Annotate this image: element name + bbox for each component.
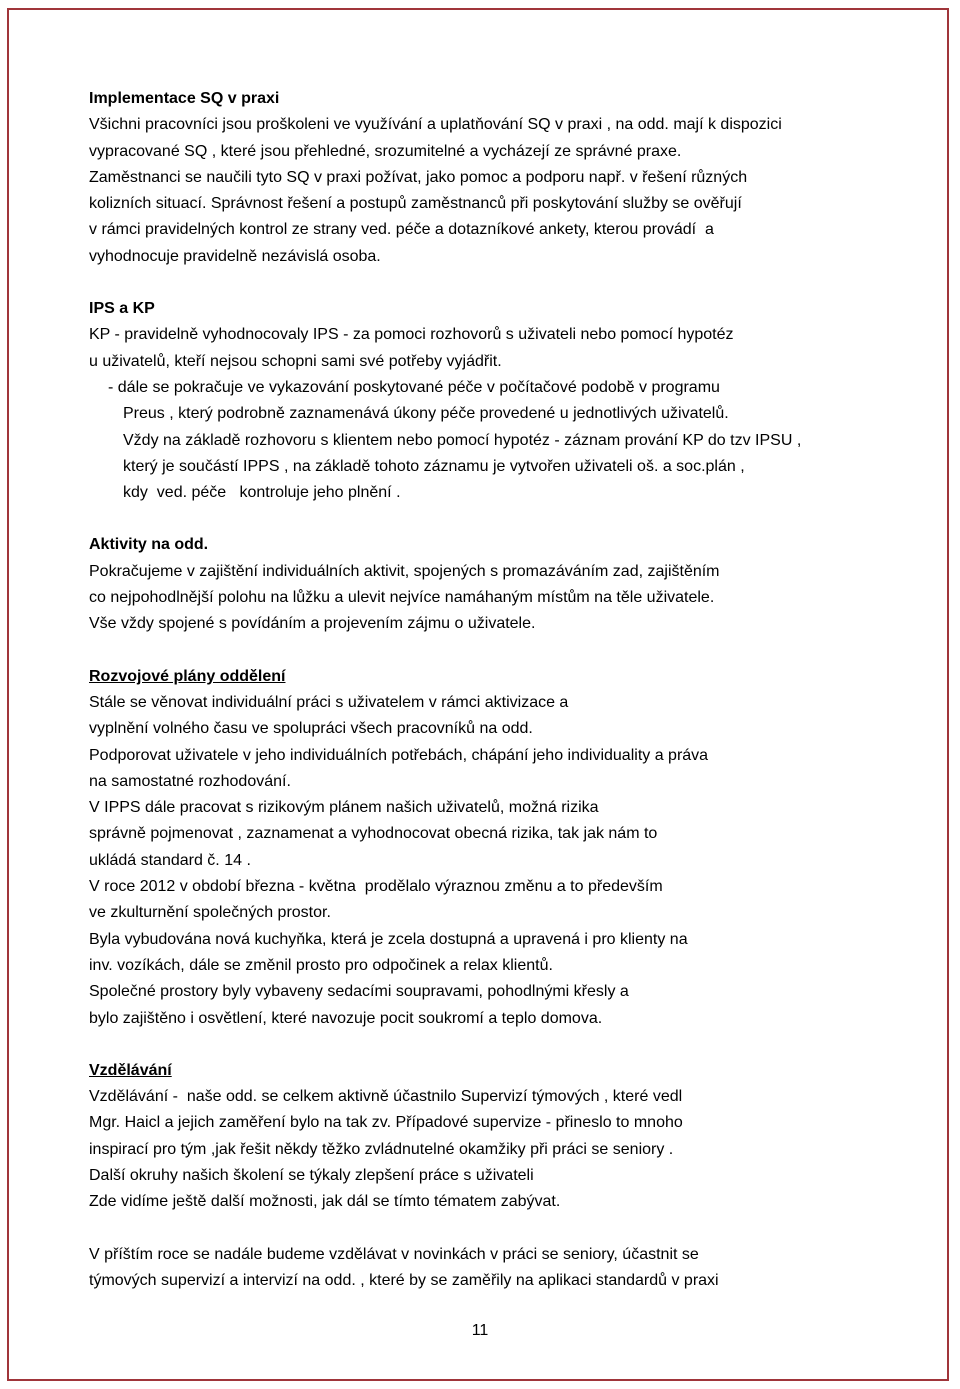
text-line: na samostatné rozhodování. [89,772,291,790]
document-body [89,86,879,1294]
text-line: ve zkulturnění společných prostor. [89,904,331,922]
text-line: který je součástí IPPS , na základě tohoto záznamu je vytvořen uživateli oš. a soc.plán , [123,457,745,475]
text-line: Preus , který podrobně zaznamenává úkony péče provedené u jednotlivých uživatelů. [123,405,729,423]
text-line: vyhodnocuje pravidelně nezávislá osoba. [89,247,381,265]
text-line: Stále se věnovat individuální práci s uživatelem v rámci aktivizace a [89,693,569,711]
text-line: Další okruhy našich školení se týkaly zlepšení práce s uživateli [89,1166,534,1184]
text-line: ukládá standard č. 14 . [89,851,251,869]
page-number: 11 [471,1322,489,1339]
paragraph-closing [89,1242,879,1295]
paragraph-implementace-sq [89,112,879,270]
text-line: v rámci pravidelných kontrol ze strany ved. péče a dotazníkové ankety, kterou provádí a [89,221,714,239]
text-line: Zde vidíme ještě další možnosti, jak dál se tímto tématem zabývat. [89,1193,561,1211]
text-line: vyplnění volného času ve spolupráci všech pracovníků na odd. [89,720,533,738]
text-line: Pokračujeme v zajištění individuálních aktivit, spojených s promazáváním zad, zajištěním [89,562,720,580]
paragraph-rozvojove-plany [89,690,879,1032]
text-line: Zaměstnanci se naučili tyto SQ v praxi požívat, jako pomoc a podporu např. v řešení různých [89,168,748,186]
bullet-line: - dále se pokračuje ve vykazování poskytované péče v počítačové podobě v programu [108,378,720,396]
text-line: Mgr. Haicl a jejich zaměření bylo na tak zv. Případové supervize - přineslo to mnoho [89,1114,683,1132]
heading-aktivity: Aktivity na odd. [89,536,209,554]
text-line: u uživatelů, kteří nejsou schopni sami své potřeby vyjádřit. [89,352,502,370]
text-line: V IPPS dále pracovat s rizikovým plánem našich uživatelů, možná rizika [89,799,599,817]
text-line: inv. vozíkách, dále se změnil prosto pro odpočinek a relax klientů. [89,956,553,974]
text-line: co nejpohodlnější polohu na lůžku a ulevit nejvíce namáhaným místům na těle uživatele. [89,589,715,607]
text-line: Vzdělávání - naše odd. se celkem aktivně účastnilo Supervizí týmových , které vedl [89,1088,683,1106]
text-line: KP - pravidelně vyhodnocovaly IPS - za pomoci rozhovorů s uživateli nebo pomocí hypotéz [89,326,734,344]
text-line: inspirací pro tým ,jak řešit někdy těžko zvládnutelné okamžiky při práci se seniory . [89,1140,674,1158]
text-line: Byla vybudována nová kuchyňka, která je zcela dostupná a upravená i pro klienty na [89,930,688,948]
text-line: V roce 2012 v období března - května prodělalo výraznou změnu a to především [89,878,663,896]
text-line: týmových supervizí a intervizí na odd. , které by se zaměřily na aplikaci standardů v praxi [89,1271,719,1289]
heading-rozvojove-plany: Rozvojové plány oddělení [89,667,286,685]
text-line: kdy ved. péče kontroluje jeho plnění . [123,484,401,502]
text-line: Podporovat uživatele v jeho individuálních potřebách, chápání jeho individuality a práva [89,746,709,764]
paragraph-aktivity [89,559,879,638]
heading-ips-kp: IPS a KP [89,300,155,318]
text-line: vypracované SQ , které jsou přehledné, srozumitelné a vycházejí ze správné praxe. [89,142,682,160]
heading-vzdelavani: Vzdělávání [89,1061,172,1079]
text-line: Všichni pracovníci jsou proškoleni ve využívání a uplatňování SQ v praxi , na odd. mají k dispozici [89,116,782,134]
text-line: Vždy na základě rozhovoru s klientem nebo pomocí hypotéz - záznam prování KP do tzv IPSU , [123,431,802,449]
text-line: kolizních situací. Správnost řešení a postupů zaměstnanců při poskytování služby se ověřují [89,195,742,213]
heading-implementace-sq: Implementace SQ v praxi [89,90,280,107]
text-line: správně pojmenovat , zaznamenat a vyhodnocovat obecná rizika, tak jak nám to [89,825,658,843]
paragraph-ips-kp [89,322,879,506]
text-line: V příštím roce se nadále budeme vzdělávat v novinkách v práci se seniory, účastnit se [89,1245,699,1263]
text-line: bylo zajištěno i osvětlení, které navozuje pocit soukromí a teplo domova. [89,1009,603,1027]
text-line: Společné prostory byly vybaveny sedacími soupravami, pohodlnými křesly a [89,983,629,1001]
paragraph-vzdelavani [89,1084,879,1215]
text-line: Vše vždy spojené s povídáním a projevením zájmu o uživatele. [89,615,536,633]
